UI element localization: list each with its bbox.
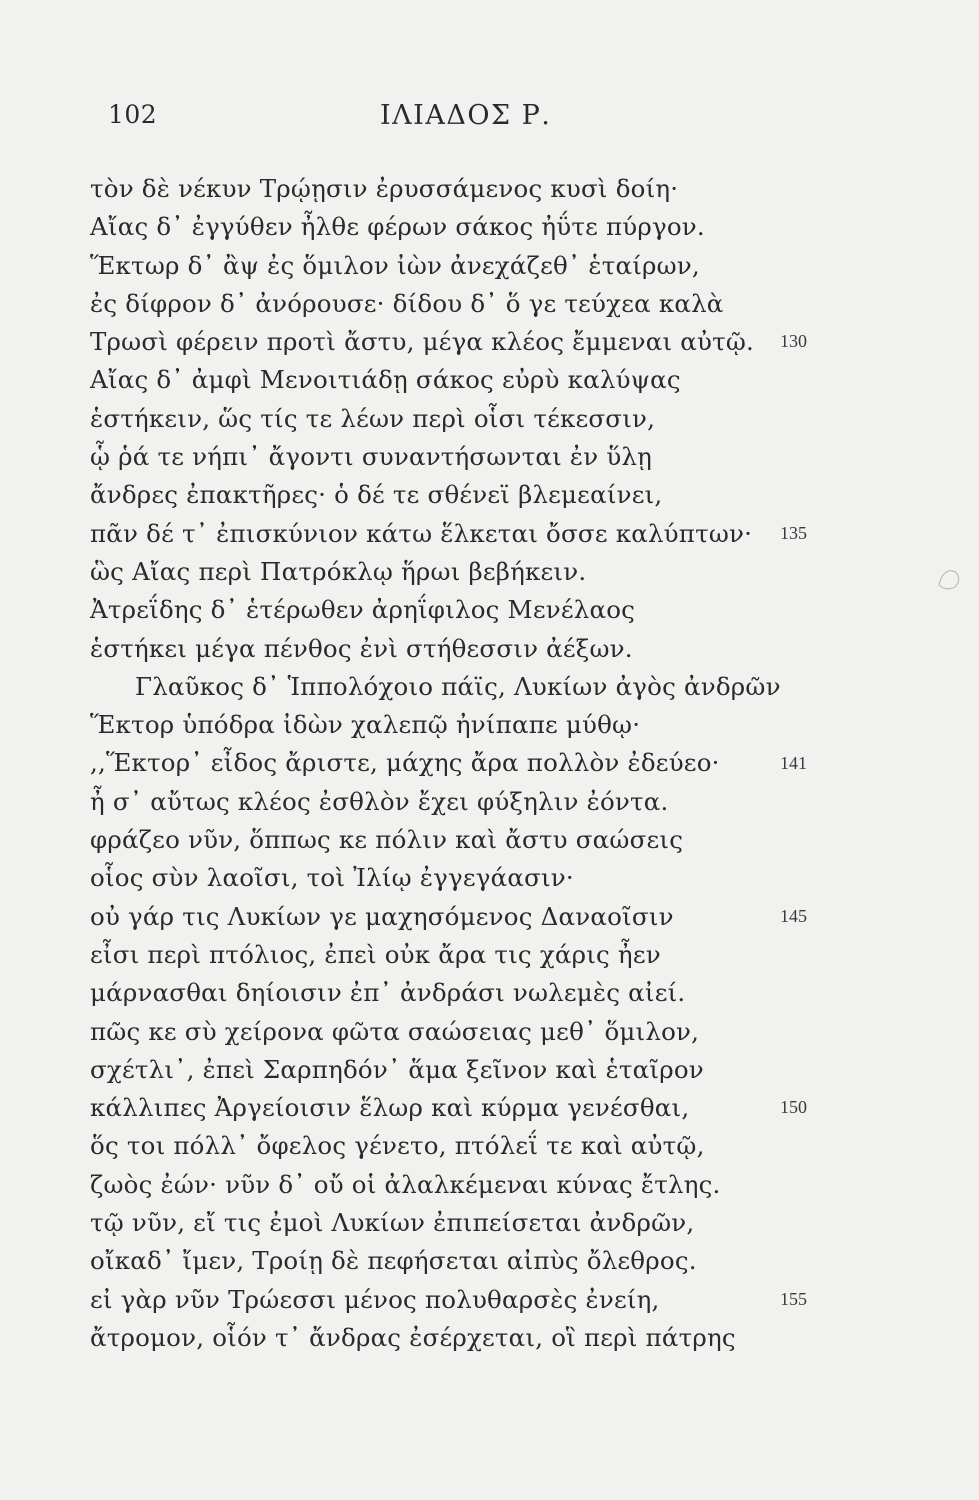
verse-line: Ἀτρεΐδης δ᾽ ἑτέρωθεν ἀρηΐφιλος Μενέλαος — [90, 595, 636, 625]
verse-line: Ἕκτορ ὑπόδρα ἰδὼν χαλεπῷ ἠνίπαπε μύθῳ· — [90, 710, 641, 740]
verse-line: σχέτλι᾽, ἐπεὶ Σαρπηδόν᾽ ἅμα ξεῖνον καὶ ἑταῖρον — [90, 1054, 704, 1084]
margin-line-number: 155 — [780, 1288, 807, 1309]
verse-line: ἄτρομον, οἷόν τ᾽ ἄνδρας ἐσέρχεται, οἳ περὶ πάτρης — [90, 1322, 736, 1352]
margin-line-number: 141 — [780, 752, 807, 773]
verse-line: ζωὸς ἐών· νῦν δ᾽ οὔ οἱ ἀλαλκέμεναι κύνας ἔτλης. — [90, 1169, 721, 1199]
verse-line: τὸν δὲ νέκυν Τρῴῃσιν ἐρυσσάμενος κυσὶ δοίη· — [90, 174, 679, 203]
verse-line: ὅς τοι πόλλ᾽ ὄφελος γένετο, πτόλεΐ τε καὶ αὐτῷ, — [90, 1131, 705, 1161]
margin-line-number: 145 — [780, 905, 807, 926]
verse-line: πᾶν δέ τ᾽ ἐπισκύνιον κάτω ἕλκεται ὄσσε καλύπτων· — [90, 518, 753, 548]
verse-line: πῶς κε σὺ χείρονα φῶτα σαώσειας μεθ᾽ ὅμιλον, — [90, 1016, 700, 1046]
verse-line: Αἴας δ᾽ ἐγγύθεν ἦλθε φέρων σάκος ἠΰτε πύργον. — [90, 212, 705, 242]
verse-line: Αἴας δ᾽ ἀμφὶ Μενοιτιάδῃ σάκος εὐρὺ καλύψας — [90, 365, 681, 395]
margin-line-number: 130 — [780, 331, 807, 352]
verse-line: ἐς δίφρον δ᾽ ἀνόρουσε· δίδου δ᾽ ὅ γε τεύχεα καλὰ — [90, 288, 724, 318]
verse-line: ,,Ἕκτορ᾽ εἶδος ἄριστε, μάχης ἄρα πολλὸν ἐδεύεο· — [90, 748, 720, 778]
verse-line: ἑστήκειν, ὥς τίς τε λέων περὶ οἷσι τέκεσσιν, — [90, 403, 656, 433]
page-number: 102 — [108, 100, 158, 129]
ink-blot-mark — [935, 565, 963, 591]
verse-line: Γλαῦκος δ᾽ Ἱππολόχοιο πάϊς, Λυκίων ἀγὸς ἀνδρῶν — [135, 671, 781, 701]
verse-line: ᾧ ῥά τε νήπι᾽ ἄγοντι συναντήσωνται ἐν ὕλῃ — [90, 442, 653, 472]
verse-line: ἄνδρες ἐπακτῆρες· ὁ δέ τε σθένεϊ βλεμεαίνει, — [90, 480, 663, 510]
verse-line: Ἕκτωρ δ᾽ ἂψ ἐς ὅμιλον ἰὼν ἀνεχάζεθ᾽ ἑταίρων, — [90, 250, 700, 280]
verse-line: οὐ γάρ τις Λυκίων γε μαχησόμενος Δαναοῖσιν — [90, 901, 674, 931]
verse-line: εἶσι περὶ πτόλιος, ἐπεὶ οὐκ ἄρα τις χάρις ἦεν — [90, 939, 661, 969]
verse-line: τῷ νῦν, εἴ τις ἐμοὶ Λυκίων ἐπιπείσεται ἀνδρῶν, — [90, 1208, 695, 1238]
verse-line: κάλλιπες Ἀργείοισιν ἕλωρ καὶ κύρμα γενέσθαι, — [90, 1093, 690, 1123]
verse-line: ἑστήκει μέγα πένθος ἐνὶ στήθεσσιν ἀέξων. — [90, 633, 633, 663]
verse-line: φράζεο νῦν, ὅππως κε πόλιν καὶ ἄστυ σαώσεις — [90, 825, 684, 855]
verse-line: Τρωσὶ φέρειν προτὶ ἄστυ, μέγα κλέος ἔμμεναι αὐτῷ. — [90, 327, 755, 357]
book-title: ΙΛΙΑΔΟΣ Ρ. — [380, 100, 552, 131]
verse-block — [90, 170, 790, 1357]
running-head — [0, 100, 979, 140]
verse-line: ὣς Αἴας περὶ Πατρόκλῳ ἥρωι βεβήκειν. — [90, 556, 587, 586]
verse-line: ἦ σ᾽ αὔτως κλέος ἐσθλὸν ἔχει φύξηλιν ἐόντα. — [90, 786, 669, 816]
verse-line: οἴκαδ᾽ ἴμεν, Τροίῃ δὲ πεφήσεται αἰπὺς ὄλεθρος. — [90, 1246, 697, 1276]
verse-line: μάρνασθαι δηίοισιν ἐπ᾽ ἀνδράσι νωλεμὲς αἰεί. — [90, 978, 686, 1008]
margin-line-number: 150 — [780, 1097, 807, 1118]
margin-line-number: 135 — [780, 522, 807, 543]
verse-line: εἰ γὰρ νῦν Τρώεσσι μένος πολυθαρσὲς ἐνείη, — [90, 1284, 660, 1314]
verse-line: οἷος σὺν λαοῖσι, τοὶ Ἰλίῳ ἐγγεγάασιν· — [90, 863, 574, 893]
